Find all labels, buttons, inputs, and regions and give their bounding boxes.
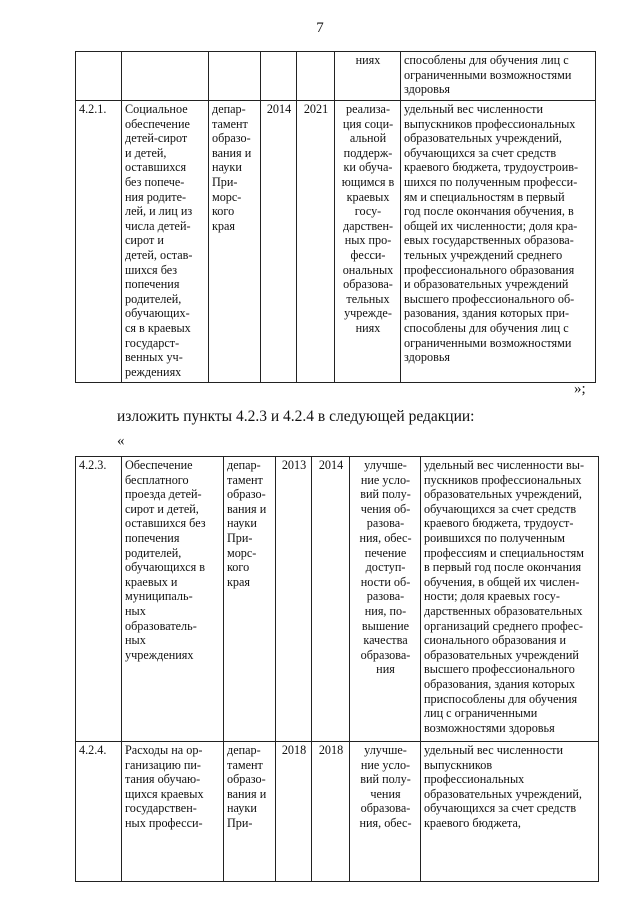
item-indicator: удельный вес численности вы- пускников профессиональных образовательных учреждений, обучающихся за счет средств краевого бюджета, трудоуст- роившихся по полученным профессиям и специальностям в первый год после окончания обучения, в общей их числен- ности; доля краевых госу- дарственных образовательных организаций среднего профес- сионального образования и образовательных учреждений высшего профессионального образования, здания которых приспособлены для обучения лиц с ограниченными возможностями здоровья xyxy=(421,457,599,742)
item-executor xyxy=(209,52,261,101)
item-start-year: 2013 xyxy=(276,457,312,742)
item-start-year xyxy=(261,52,297,101)
item-result: улучше- ние усло- вий полу- чения об- разова- ния, обес- печение доступ- ности об- разова- ния, по- вышение качества образова- ния xyxy=(350,457,421,742)
item-result: ниях xyxy=(335,52,401,101)
opening-quote: « xyxy=(117,433,125,449)
closing-quote: »; xyxy=(574,381,586,397)
program-table-new-items xyxy=(75,456,599,882)
item-number: 4.2.1. xyxy=(76,101,122,383)
item-start-year: 2014 xyxy=(261,101,297,383)
item-end-year xyxy=(297,52,335,101)
item-end-year: 2018 xyxy=(312,742,350,882)
program-table-continuation xyxy=(75,51,596,383)
table-row xyxy=(76,52,596,101)
item-number: 4.2.4. xyxy=(76,742,122,882)
item-executor: депар- тамент образо- вания и науки При- морс- кого края xyxy=(209,101,261,383)
page-number: 7 xyxy=(316,20,324,36)
item-number xyxy=(76,52,122,101)
item-executor: депар- тамент образо- вания и науки При- морс- кого края xyxy=(224,457,276,742)
item-end-year: 2014 xyxy=(312,457,350,742)
item-name: Социальное обеспечение детей-сирот и детей, оставшихся без попече- ния родите- лей, и лиц из числа детей- сирот и детей, остав- шихся без попечения родителей, обучающих- ся в краевых государст- венных уч- реждениях xyxy=(122,101,209,383)
item-indicator: удельный вес численности выпускников профессиональных образовательных учреждений, обучающихся за счет средств краевого бюджета, xyxy=(421,742,599,882)
item-name: Обеспечение бесплатного проезда детей- сирот и детей, оставшихся без попечения родителей, обучающихся в краевых и муниципаль- ных образователь- ных учреждениях xyxy=(122,457,224,742)
item-end-year: 2021 xyxy=(297,101,335,383)
table-row xyxy=(76,457,599,742)
item-indicator: способлены для обучения лиц с ограниченными возможностями здоровья xyxy=(401,52,596,101)
item-number: 4.2.3. xyxy=(76,457,122,742)
item-result: реализа- ция соци- альной поддерж- ки обуча- ющимся в краевых госу- дарствен- ных про- фесси- ональных образова- тельных учрежде- ниях xyxy=(335,101,401,383)
table-row xyxy=(76,101,596,383)
item-name xyxy=(122,52,209,101)
instruction-text: изложить пункты 4.2.3 и 4.2.4 в следующей редакции: xyxy=(117,408,475,425)
table-row xyxy=(76,742,599,882)
item-start-year: 2018 xyxy=(276,742,312,882)
item-result: улучше- ние усло- вий полу- чения образова- ния, обес- xyxy=(350,742,421,882)
item-indicator: удельный вес численности выпускников профессиональных образовательных учреждений, обучающихся за счет средств краевого бюджета, трудоустроив- шихся по полученным професси- ям и специальностям в первый год после окончания обучения, в общей их численности; доля кра- евых государственных образова- тельных учреждений среднего профессионального образования и образовательных учреждений высшего профессионального об- разования, здания которых при- способлены для обучения лиц с ограниченными возможностями здоровья xyxy=(401,101,596,383)
item-name: Расходы на ор- ганизацию пи- тания обучаю- щихся краевых государствен- ных професси- xyxy=(122,742,224,882)
item-executor: депар- тамент образо- вания и науки При- xyxy=(224,742,276,882)
